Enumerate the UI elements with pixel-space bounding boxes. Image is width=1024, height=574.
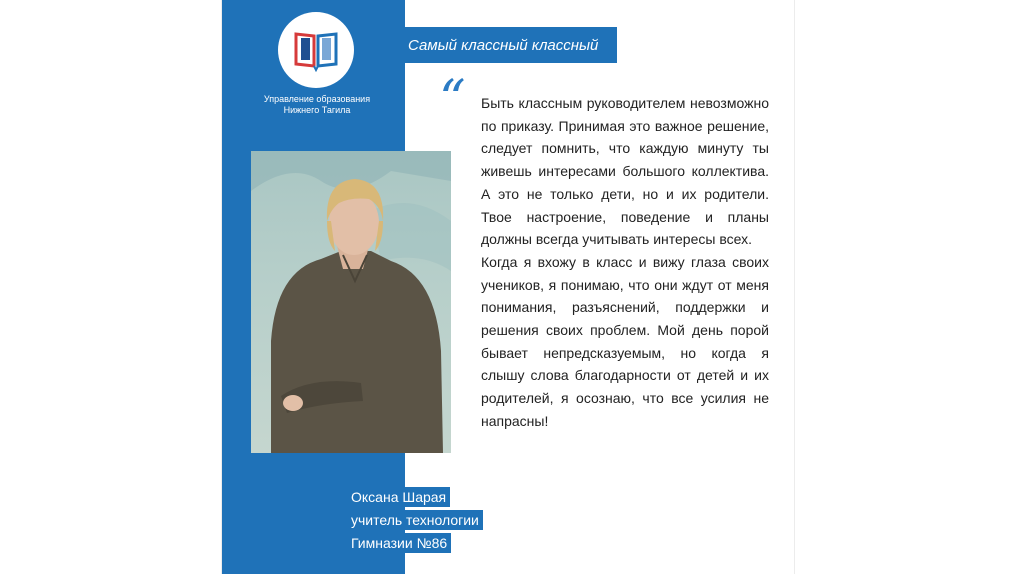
teacher-caption xyxy=(348,487,483,556)
org-name xyxy=(222,94,412,116)
quote-paragraph-1: Быть классным руководителем невозможно по приказу. Принимая это важное решение, следует помнить, что каждую минуту ты живешь интересами большого коллектива. А это не только дети, но и их родители. Твое настроение, поведение и планы должны всегда учитывать интересы всех. xyxy=(481,95,769,248)
page-title: Самый классный классный xyxy=(405,27,617,63)
org-name-line2: Нижнего Тагила xyxy=(283,105,351,115)
book-logo-icon xyxy=(292,28,340,72)
logo xyxy=(278,12,354,88)
org-name-line1: Управление образования xyxy=(263,94,371,104)
quote-paragraph-2: Когда я вхожу в класс и вижу глаза своих учеников, я понимаю, что они ждут от меня понимания, разъяснений, поддержки и решения своих проблем. Мой день порой бывает непредсказуемым, но когда я слышу слова благодарности от детей и их родителей, я осознаю, что все усилия не напрасны! xyxy=(481,253,769,429)
teacher-school: Гимназии №86 xyxy=(348,533,451,553)
teacher-photo xyxy=(251,151,451,453)
portrait-illustration xyxy=(251,151,451,453)
quote-mark-icon: “ xyxy=(439,70,466,130)
teacher-position: учитель технологии xyxy=(348,510,483,530)
teacher-name: Оксана Шарая xyxy=(348,487,450,507)
slide xyxy=(222,0,794,574)
quote-text xyxy=(481,92,769,433)
